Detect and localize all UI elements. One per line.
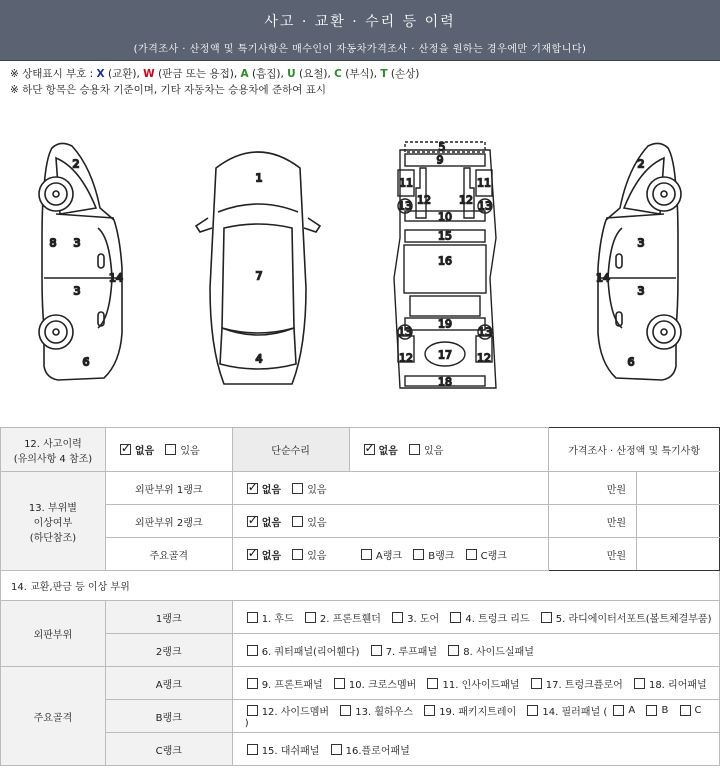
rank1-won: 만원 [549, 472, 637, 505]
legend-line-1 [10, 66, 419, 82]
hood-label: 1. 후드 [261, 613, 294, 625]
frame-a-items [232, 667, 719, 700]
floor-panel-checkbox[interactable] [331, 744, 342, 755]
left-label-6: 6 [82, 355, 90, 369]
repair-yes-checkbox[interactable] [409, 444, 420, 455]
legend-prefix: ※ 상태표시 부호 : [10, 68, 97, 80]
inspection-table [0, 427, 720, 766]
frame-rank-a-checkbox[interactable] [361, 549, 372, 560]
pillar-a-checkbox[interactable] [613, 705, 624, 716]
rank2-yes-checkbox[interactable] [292, 516, 303, 527]
pillar-b-label: B [661, 704, 669, 716]
code-t: T [380, 68, 388, 80]
front-fender-label: 2. 프론트휀더 [319, 613, 381, 625]
car-frame-view [394, 141, 496, 389]
header [0, 0, 720, 61]
row-frame-c [1, 733, 720, 766]
frame-parts-label: 주요골격 [1, 667, 106, 766]
accident-none-label: 없음 [134, 446, 155, 457]
frame-label-17: 17 [438, 348, 452, 362]
repair-yes-label: 있음 [424, 446, 444, 457]
row-outer-rank1 [1, 601, 720, 634]
inside-panel-checkbox[interactable] [427, 678, 438, 689]
page-title: 사고 · 교환 · 수리 등 이력 [264, 14, 456, 30]
inside-panel-label: 11. 인사이드패널 [442, 679, 520, 691]
price-header: 가격조사 · 산정액 및 특기사항 [549, 428, 720, 472]
door-checkbox[interactable] [392, 612, 403, 623]
code-u-text: (요철), [295, 68, 335, 80]
code-w: W [143, 68, 155, 80]
row-frame-check [1, 538, 720, 571]
pillar-panel-label: 14. 필러패널 ( [542, 706, 608, 718]
frame-label-12a: 12 [417, 193, 431, 207]
outer-rank2-options [232, 505, 549, 538]
outer-rank2-items [232, 634, 719, 667]
frame-check-label: 주요골격 [105, 538, 232, 571]
frame-rank-b-label: B랭크 [428, 550, 455, 562]
frame-label-13c: 13 [398, 325, 412, 339]
cross-member-checkbox[interactable] [334, 678, 345, 689]
frame-c-items [232, 733, 719, 766]
code-x-text: (교환), [104, 68, 144, 80]
outer-parts-label: 외판부위 [1, 601, 106, 667]
frame-c-title: C랭크 [105, 733, 232, 766]
accident-options [105, 428, 232, 472]
top-label-1: 1 [255, 171, 263, 185]
rear-panel-checkbox[interactable] [634, 678, 645, 689]
frame-rank-b-checkbox[interactable] [413, 549, 424, 560]
frame-check-options [232, 538, 549, 571]
pillar-a-label: A [628, 704, 636, 716]
legend-line-2: ※ 하단 항목은 승용차 기준이며, 기타 자동차는 승용차에 준하여 표시 [10, 84, 327, 96]
car-left-side [39, 143, 123, 380]
frame-label-11a: 11 [399, 176, 413, 190]
frame-label-18: 18 [438, 375, 452, 389]
frame-label-10: 10 [438, 210, 452, 224]
row-accident-history [1, 428, 720, 472]
trunk-floor-checkbox[interactable] [531, 678, 542, 689]
roof-panel-checkbox[interactable] [371, 645, 382, 656]
quarter-panel-label: 6. 쿼터패널(리어휀다) [261, 646, 360, 658]
outer-rank1-label: 외판부위 1랭크 [105, 472, 232, 505]
part-label-3: (하단참조) [29, 532, 77, 544]
side-sill-label: 8. 사이드실패널 [463, 646, 534, 658]
quarter-panel-checkbox[interactable] [247, 645, 258, 656]
frame-rank-c-checkbox[interactable] [466, 549, 477, 560]
package-tray-label: 19. 패키지트레이 [439, 706, 517, 718]
rear-panel-label: 18. 리어패널 [648, 679, 707, 691]
accident-yes-checkbox[interactable] [165, 444, 176, 455]
trunk-floor-label: 17. 트렁크플로어 [545, 679, 623, 691]
part-label-1: 13. 부위별 [28, 502, 77, 514]
repair-none-label: 없음 [378, 446, 398, 457]
rank1-amount-input[interactable] [637, 472, 720, 505]
frame-label-5: 5 [438, 140, 446, 154]
floor-panel-label: 16.플로어패널 [345, 745, 410, 757]
frame-amount-input[interactable] [637, 538, 720, 571]
left-label-8: 8 [49, 236, 57, 250]
section14-title: 14. 교환,판금 등 이상 부위 [1, 571, 720, 601]
frame-rank-c-label: C랭크 [480, 550, 507, 562]
car-right-side [596, 143, 681, 380]
part-label-2: 이상여부 [33, 517, 73, 529]
frame-rank-a-label: A랭크 [375, 550, 403, 562]
accident-label-1: 12. 사고이력 [24, 438, 82, 450]
outer-rank1-title: 1랭크 [105, 601, 232, 634]
rank1-none-checkbox[interactable] [247, 483, 258, 494]
part-status-label [1, 472, 106, 571]
page-subtitle: (가격조사 · 산정액 및 특기사항은 매수인이 자동차가격조사 · 산정을 원하는 경우에만 기재합니다) [133, 44, 587, 55]
code-x: X [96, 68, 105, 80]
pillar-b-checkbox[interactable] [646, 705, 657, 716]
trunk-lid-label: 4. 트렁크 리드 [465, 613, 530, 625]
right-label-14: 14 [596, 271, 610, 285]
cross-member-label: 10. 크로스멤버 [348, 679, 417, 691]
door-label: 3. 도어 [407, 613, 440, 625]
rank2-yes-label: 있음 [307, 517, 327, 529]
side-sill-checkbox[interactable] [448, 645, 459, 656]
row-frame-a [1, 667, 720, 700]
outer-rank1-items [232, 601, 719, 634]
pillar-c-label: C [694, 704, 702, 716]
outer-rank1-options [232, 472, 549, 505]
code-w-text: (판금 또는 용접), [154, 68, 241, 80]
row-outer-rank2 [1, 634, 720, 667]
simple-repair-label: 단순수리 [232, 428, 349, 472]
frame-label-13a: 13 [398, 199, 412, 213]
right-label-6: 6 [627, 355, 635, 369]
code-u: U [287, 68, 296, 80]
frame-label-19: 19 [438, 317, 452, 331]
row-frame-b [1, 700, 720, 733]
code-a-text: (흠집), [248, 68, 288, 80]
pillar-c-checkbox[interactable] [680, 705, 691, 716]
rank1-yes-label: 있음 [307, 484, 327, 496]
frame-yes-checkbox[interactable] [292, 549, 303, 560]
accident-yes-label: 있음 [180, 446, 200, 457]
frame-label-11b: 11 [477, 176, 491, 190]
rank2-amount-input[interactable] [637, 505, 720, 538]
code-t-text: (손상) [387, 68, 420, 80]
side-member-label: 12. 사이드멤버 [261, 706, 330, 718]
outer-rank2-title: 2랭크 [105, 634, 232, 667]
simple-repair-options [349, 428, 549, 472]
side-member-checkbox[interactable] [247, 705, 258, 716]
wheel-house-checkbox[interactable] [340, 705, 351, 716]
left-label-2: 2 [72, 157, 80, 171]
code-c: C [334, 68, 342, 80]
frame-label-9: 9 [436, 153, 444, 167]
frame-yes-label: 있음 [307, 550, 327, 562]
right-label-3b: 3 [637, 284, 645, 298]
rank2-none-label: 없음 [261, 517, 282, 529]
rank1-yes-checkbox[interactable] [292, 483, 303, 494]
frame-a-title: A랭크 [105, 667, 232, 700]
roof-panel-label: 7. 루프패널 [385, 646, 438, 658]
frame-label-16: 16 [438, 254, 452, 268]
front-panel-checkbox[interactable] [247, 678, 258, 689]
trunk-lid-checkbox[interactable] [450, 612, 461, 623]
left-label-14: 14 [109, 271, 123, 285]
right-label-3a: 3 [637, 236, 645, 250]
pillar-close-paren: ) [244, 717, 249, 729]
accident-history-label [1, 428, 106, 472]
accident-label-2: (유의사항 4 참조) [13, 453, 93, 465]
car-diagram [0, 128, 720, 398]
left-label-3b: 3 [73, 284, 81, 298]
frame-won: 만원 [549, 538, 637, 571]
pillar-panel-checkbox[interactable] [527, 705, 538, 716]
hood-checkbox[interactable] [247, 612, 258, 623]
top-label-4: 4 [255, 352, 263, 366]
legend [10, 66, 419, 98]
code-a: A [240, 68, 249, 80]
package-tray-checkbox[interactable] [424, 705, 435, 716]
right-label-2: 2 [637, 157, 645, 171]
row-outer-rank2-check [1, 505, 720, 538]
frame-none-label: 없음 [261, 550, 282, 562]
left-label-3a: 3 [73, 236, 81, 250]
accident-none-checkbox[interactable] [120, 444, 131, 455]
frame-b-title: B랭크 [105, 700, 232, 733]
row-outer-rank1-check [1, 472, 720, 505]
frame-label-12b: 12 [459, 193, 473, 207]
front-panel-label: 9. 프론트패널 [261, 679, 323, 691]
frame-label-12c: 12 [399, 351, 413, 365]
wheel-house-label: 13. 휠하우스 [355, 706, 413, 718]
dash-panel-label: 15. 대쉬패널 [261, 745, 320, 757]
frame-label-12d: 12 [477, 351, 491, 365]
outer-rank2-label: 외판부위 2랭크 [105, 505, 232, 538]
dash-panel-checkbox[interactable] [247, 744, 258, 755]
rank1-none-label: 없음 [261, 484, 282, 496]
frame-none-checkbox[interactable] [247, 549, 258, 560]
code-c-text: (부식), [341, 68, 381, 80]
rank2-won: 만원 [549, 505, 637, 538]
row-section14-title [1, 571, 720, 601]
repair-none-checkbox[interactable] [364, 444, 375, 455]
frame-b-items [232, 700, 719, 733]
radiator-support-checkbox[interactable] [541, 612, 552, 623]
car-top-view [196, 152, 320, 384]
rank2-none-checkbox[interactable] [247, 516, 258, 527]
radiator-support-label: 5. 라디에이터서포트(볼트체결부품) [555, 613, 712, 625]
frame-label-13d: 13 [478, 325, 492, 339]
front-fender-checkbox[interactable] [305, 612, 316, 623]
frame-label-13b: 13 [478, 199, 492, 213]
frame-label-15: 15 [438, 229, 452, 243]
top-label-7: 7 [255, 269, 263, 283]
